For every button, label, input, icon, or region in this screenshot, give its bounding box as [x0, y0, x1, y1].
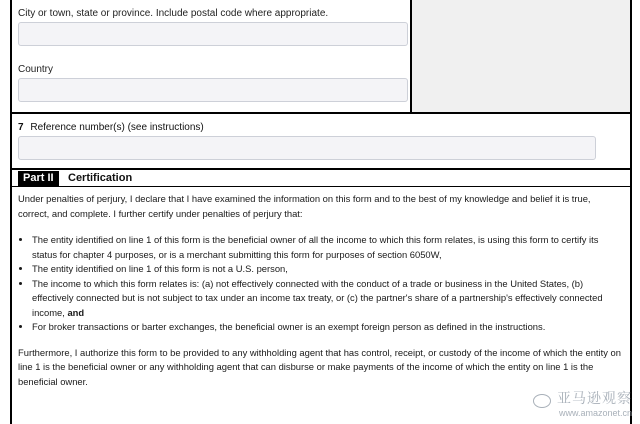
certification-item-text: The income to which this form relates is: (a) not effectively connected with the conduct of a trade or business in the United States, (b) effectively connected but is not subject to tax under an income tax treaty, or (c) the partner's share of a partnership's effectively connected income,	[32, 277, 603, 318]
certification-item	[32, 277, 622, 321]
part2-tag: Part II	[18, 171, 59, 186]
wechat-icon	[533, 394, 551, 408]
country-label: Country	[18, 64, 54, 75]
form-page	[10, 0, 632, 424]
certification-body	[18, 192, 622, 401]
part2-title: Certification	[68, 172, 133, 184]
reference-text: Reference number(s) (see instructions)	[30, 122, 204, 133]
certification-list	[18, 233, 622, 335]
watermark-text: 亚马逊观察	[557, 390, 632, 406]
shaded-area	[412, 0, 630, 112]
reference-input[interactable]	[18, 136, 596, 160]
certification-item: • The entity identified on line 1 of this form is not a U.S. person,	[32, 262, 622, 277]
part2-header	[12, 168, 630, 187]
address-fields	[12, 0, 412, 112]
certification-item: • For broker transactions or barter exchanges, the beneficial owner is an exempt foreign person as defined in the instructions.	[32, 320, 622, 335]
certification-intro: Under penalties of perjury, I declare that I have examined the information on this form and to the best of my knowledge and belief it is true, correct, and complete. I further certify under penalties of perjury that:	[18, 193, 591, 219]
city-label: City or town, state or province. Include postal code where appropriate.	[18, 8, 329, 19]
reference-section	[12, 114, 630, 168]
address-section	[12, 0, 630, 114]
country-input[interactable]	[18, 78, 408, 102]
certification-item: • The entity identified on line 1 of this form is the beneficial owner of all the income to which this form relates, is using this form to certify its status for chapter 4 purposes, or is a merchant submitting this form for purposes of section 6050W,	[32, 233, 622, 262]
and-label: and	[67, 306, 85, 318]
watermark	[533, 388, 632, 418]
reference-label	[18, 122, 204, 133]
reference-number: 7	[18, 122, 24, 133]
certification-closing: Furthermore, I authorize this form to be provided to any withholding agent that has control, receipt, or custody of the income of which the entity on line 1 is the beneficial owner or any withholding agent that can disburse or make payments of the income of which the entity on line 1 is the beneficial owner.	[18, 346, 621, 387]
watermark-url: www.amazonet.cn	[558, 408, 632, 418]
city-input[interactable]	[18, 22, 408, 46]
